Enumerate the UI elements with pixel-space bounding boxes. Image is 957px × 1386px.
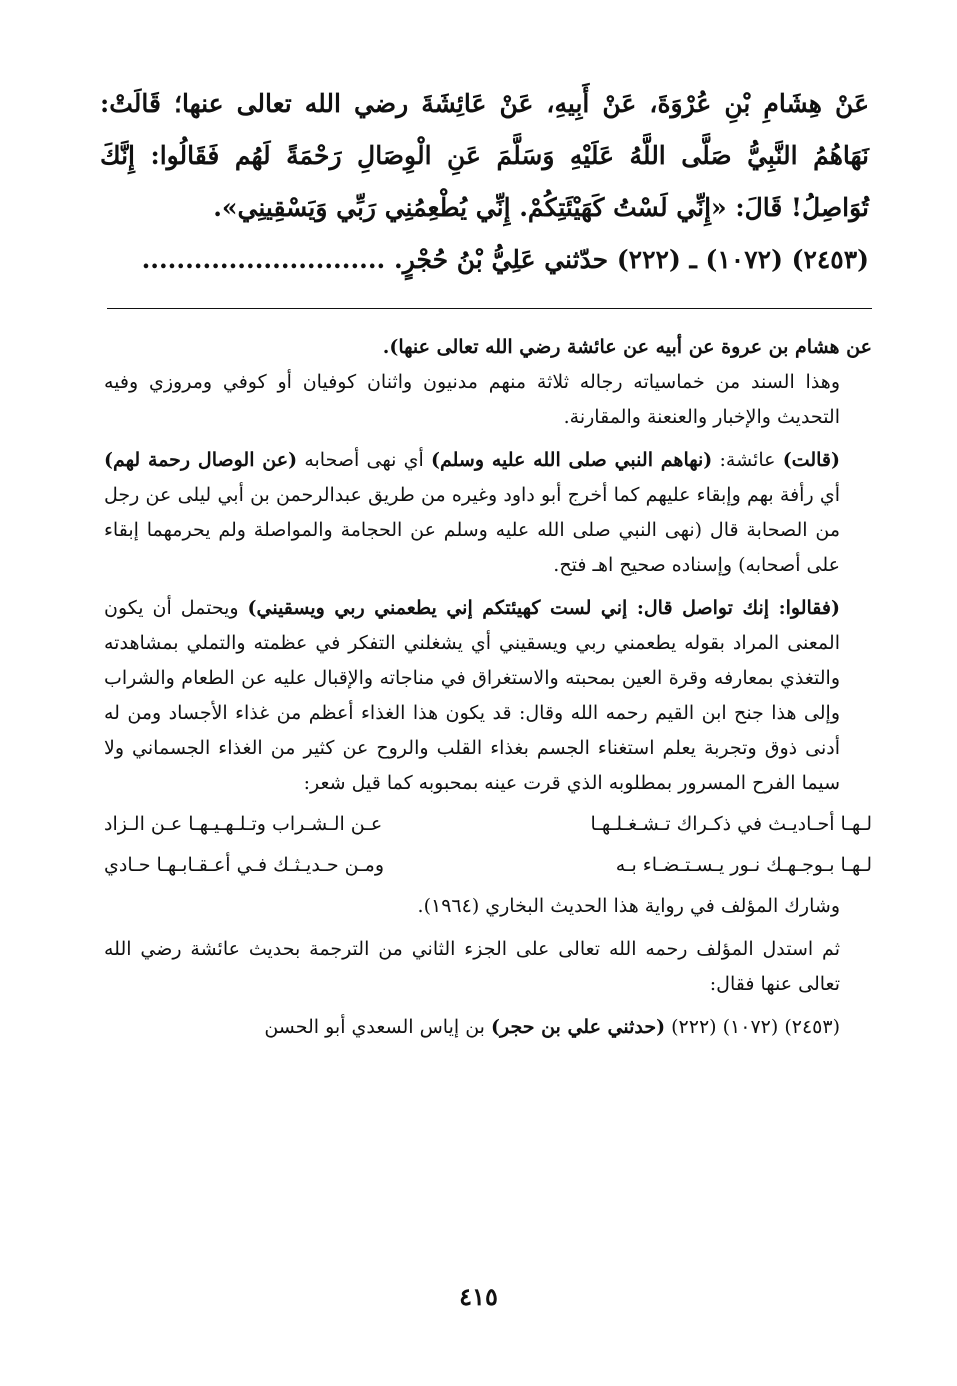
commentary-paragraph: وشارك المؤلف في رواية هذا الحديث البخاري (١٩٦٤). xyxy=(417,895,840,917)
quoted-phrase: (عن الوصال رحمة لهم) xyxy=(104,449,298,471)
quoted-phrase: (قالت) xyxy=(782,449,840,471)
hadith-number: (٢٤٥٣) (١٠٧٢) (٢٢٢) xyxy=(665,1016,840,1038)
poem-verse xyxy=(104,807,872,842)
continuation-dots: ............................ xyxy=(141,245,386,274)
explanation-text: أي رأفة بهم وإبقاء عليهم كما أخرج أبو داود وغيره من طريق عبدالرحمن بن أبي ليلى عن رجل من الصحابة قال (نهى النبي صلى الله عليه وسلم عن الحجامة والمواصلة ولم يحرمهما إبقاء على أصحابه) وإسناده صحيح اهـ فتح. xyxy=(104,484,840,576)
hadith-matn: عَنْ هِشَامِ بْنِ عُرْوَةَ، عَنْ أَبِيهِ، عَنْ عَائِشَةَ رضي الله تعالى عنها؛ قَالَتْ: نَهَاهُمُ النَّبِيُّ صَلَّى اللَّهُ عَلَيْهِ وَسَلَّمَ عَنِ الْوِصَالِ رَحْمَةً لَهُم فَقَالُوا: إِنَّكَ تُوَاصِلُ! قَالَ: «إِنِّي لَسْتُ كَهَيْئَتِكُمْ. إِنِّي يُطْعِمُنِي رَبِّي وَيَسْقِينِي». xyxy=(100,89,869,222)
separator-line xyxy=(107,308,872,309)
explanation-text: بن إياس السعدي أبو الحسن xyxy=(264,1016,491,1038)
commentary-block xyxy=(104,330,872,1053)
quoted-phrase: (فقالوا: إنك تواصل قال: إني لست كهيئتكم إني يطعمني ربي ويسقيني) xyxy=(247,597,840,619)
commentary-paragraph: وهذا السند من خماسياته رجاله ثلاثة منهم مدنيون واثنان كوفيان أو كوفي ومروزي وفيه التحديث والإخبار والعنعنة والمقارنة. xyxy=(104,371,840,428)
page-number: ٤١٥ xyxy=(459,1282,498,1311)
commentary-isnad xyxy=(104,330,872,365)
explanation-text: أي نهى أصحابه xyxy=(297,449,431,471)
commentary-paragraph xyxy=(104,591,872,801)
quoted-phrase: (نهاهم النبي صلى الله عليه وسلم) xyxy=(431,449,713,471)
quoted-phrase: (حدثني علي بن حجر) xyxy=(490,1016,666,1038)
verse-second-hemistich: ومـن حـديـثـك فـي أعـقـابـهـا حـادي xyxy=(104,854,385,876)
hadith-text-block xyxy=(100,78,869,286)
verse-second-hemistich: عـن الـشـراب وتـلـهـيـهـا عـن الـزاد xyxy=(104,813,383,835)
next-hadith-chain: (٢٤٥٣) (١٠٧٢) ـ (٢٢٢) حدّثني عَلِيُّ بْنُ حُجْرٍ. xyxy=(393,245,869,274)
explanation-text: عائشة: xyxy=(712,449,783,471)
verse-first-hemistich: لـهـا بـوجـهـك نـور يـسـتـضـاء بـه xyxy=(615,854,872,876)
commentary-paragraph xyxy=(104,1010,872,1045)
explanation-text: ويحتمل أن يكون المعنى المراد بقوله يطعمني ربي ويسقيني أي يشغلني التفكر في عظمته والتملي بمشاهدته والتغذي بمعارفه وقرة العين بمحبته والاستغراق في مناجاته والإقبال عليه عن الطعام والشراب وإلى هذا جنح ابن القيم رحمه الله وقال: قد يكون هذا الغذاء أعظم من غذاء الأجساد ومن له أدنى ذوق وتجربة يعلم استغناء الجسم بغذاء القلب والروح عن كثير من الغذاء الجسماني ولا سيما الفرح المسرور بمطلوبه الذي قرت عينه بمحبوبه كما قيل شعر: xyxy=(104,597,840,794)
commentary-isnad-bold: عن هشام بن عروة عن أبيه عن عائشة رضي الله تعالى عنها). xyxy=(382,336,872,358)
poem-verse xyxy=(104,848,872,883)
next-hadith-heading xyxy=(100,234,869,286)
commentary-paragraph: ثم استدل المؤلف رحمه الله تعالى على الجزء الثاني من الترجمة بحديث عائشة رضي الله تعالى عنها فقال: xyxy=(104,938,840,995)
verse-first-hemistich: لـهـا أحـاديـث في ذكـراك تـشـغـلـهـا xyxy=(590,813,872,835)
commentary-paragraph xyxy=(104,443,872,583)
